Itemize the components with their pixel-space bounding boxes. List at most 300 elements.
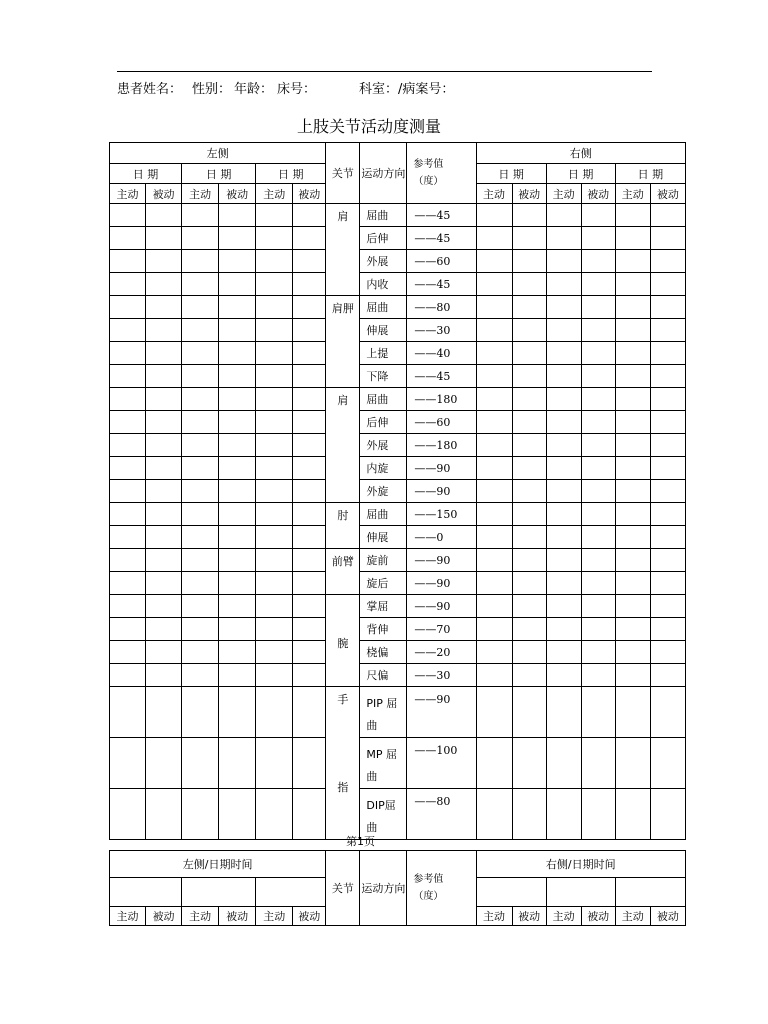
left-measure-cell[interactable] [182,549,219,572]
right-measure-cell[interactable] [581,319,615,342]
left-measure-cell[interactable] [293,789,326,840]
right-measure-cell[interactable] [512,480,546,503]
left-measure-cell[interactable] [256,687,293,738]
col-active: 主动 [110,907,146,926]
left-measure-cell[interactable] [219,457,256,480]
left-measure-cell[interactable] [110,789,146,840]
left-measure-cell[interactable] [293,342,326,365]
right-measure-cell[interactable] [615,273,650,296]
left-measure-cell[interactable] [256,457,293,480]
left-measure-cell[interactable] [182,273,219,296]
left-measure-cell[interactable] [256,480,293,503]
right-measure-cell[interactable] [581,480,615,503]
right-measure-cell[interactable] [546,434,581,457]
right-measure-cell[interactable] [512,319,546,342]
left-measure-cell[interactable] [293,273,326,296]
left-measure-cell[interactable] [146,738,182,789]
left-measure-cell[interactable] [293,227,326,250]
left-measure-cell[interactable] [146,411,182,434]
left-measure-cell[interactable] [293,388,326,411]
right-measure-cell[interactable] [615,549,650,572]
left-measure-cell[interactable] [219,572,256,595]
left-measure-cell[interactable] [293,526,326,549]
right-measure-cell[interactable] [546,687,581,738]
left-measure-cell[interactable] [256,342,293,365]
left-measure-cell[interactable] [219,595,256,618]
left-measure-cell[interactable] [219,204,256,227]
left-measure-cell[interactable] [146,503,182,526]
left-measure-cell[interactable] [256,365,293,388]
right-measure-cell[interactable] [546,411,581,434]
right-measure-cell[interactable] [512,687,546,738]
right-measure-cell[interactable] [512,388,546,411]
left-measure-cell[interactable] [182,365,219,388]
right-measure-cell[interactable] [615,687,650,738]
right-measure-cell[interactable] [650,365,685,388]
reference-value-cell: ——60 [407,250,476,273]
left-measure-cell[interactable] [219,738,256,789]
left-measure-cell[interactable] [256,664,293,687]
left-measure-cell[interactable] [256,250,293,273]
right-measure-cell[interactable] [581,457,615,480]
right-measure-cell[interactable] [650,296,685,319]
left-measure-cell[interactable] [256,319,293,342]
right-measure-cell[interactable] [650,250,685,273]
right-measure-cell[interactable] [476,595,512,618]
right-measure-cell[interactable] [476,549,512,572]
right-measure-cell[interactable] [650,319,685,342]
right-measure-cell[interactable] [476,250,512,273]
left-measure-cell[interactable] [182,411,219,434]
left-measure-cell[interactable] [219,641,256,664]
left-measure-cell[interactable] [293,641,326,664]
col-active: 主动 [110,184,146,204]
left-measure-cell[interactable] [293,738,326,789]
right-measure-cell[interactable] [512,789,546,840]
left-measure-cell[interactable] [146,342,182,365]
left-measure-cell[interactable] [182,641,219,664]
left-measure-cell[interactable] [256,388,293,411]
left-measure-cell[interactable] [219,789,256,840]
left-measure-cell[interactable] [256,572,293,595]
left-measure-cell[interactable] [219,296,256,319]
right-measure-cell[interactable] [476,503,512,526]
right-measure-cell[interactable] [650,664,685,687]
left-measure-cell[interactable] [110,434,146,457]
right-measure-cell[interactable] [650,434,685,457]
right-measure-cell[interactable] [615,388,650,411]
left-measure-cell[interactable] [293,572,326,595]
left-measure-cell[interactable] [110,526,146,549]
left-date-header: 日 期 [110,164,182,184]
left-measure-cell[interactable] [146,595,182,618]
left-measure-cell[interactable] [219,250,256,273]
left-measure-cell[interactable] [182,319,219,342]
left-measure-cell[interactable] [182,434,219,457]
left-measure-cell[interactable] [219,434,256,457]
right-measure-cell[interactable] [546,595,581,618]
left-date-header: 日 期 [182,164,256,184]
right-measure-cell[interactable] [512,664,546,687]
right-measure-cell[interactable] [476,789,512,840]
motion-cell: 外展 [360,434,407,457]
left-measure-cell[interactable] [110,388,146,411]
left-measure-cell[interactable] [110,595,146,618]
right-measure-cell[interactable] [546,503,581,526]
left-measure-cell[interactable] [110,342,146,365]
right-measure-cell[interactable] [615,457,650,480]
right-measure-cell[interactable] [476,618,512,641]
right-measure-cell[interactable] [650,503,685,526]
left-measure-cell[interactable] [110,618,146,641]
right-measure-cell[interactable] [581,526,615,549]
right-measure-cell[interactable] [581,204,615,227]
left-measure-cell[interactable] [256,789,293,840]
right-measure-cell[interactable] [476,641,512,664]
right-measure-cell[interactable] [546,273,581,296]
left-measure-cell[interactable] [146,434,182,457]
left-measure-cell[interactable] [219,342,256,365]
left-measure-cell[interactable] [219,319,256,342]
left-measure-cell[interactable] [219,480,256,503]
right-measure-cell[interactable] [476,687,512,738]
right-measure-cell[interactable] [546,388,581,411]
right-measure-cell[interactable] [615,738,650,789]
left-measure-cell[interactable] [219,618,256,641]
left-measure-cell[interactable] [110,365,146,388]
right-measure-cell[interactable] [650,273,685,296]
right-measure-cell[interactable] [581,738,615,789]
right-measure-cell[interactable] [512,342,546,365]
left-measure-cell[interactable] [146,227,182,250]
right-measure-cell[interactable] [581,342,615,365]
left-measure-cell[interactable] [182,526,219,549]
right-measure-cell[interactable] [512,572,546,595]
right-measure-cell[interactable] [546,365,581,388]
left-measure-cell[interactable] [293,434,326,457]
right-measure-cell[interactable] [650,526,685,549]
right-measure-cell[interactable] [615,434,650,457]
right-measure-cell[interactable] [650,457,685,480]
left-measure-cell[interactable] [110,411,146,434]
left-measure-cell[interactable] [293,664,326,687]
right-measure-cell[interactable] [476,273,512,296]
left-measure-cell[interactable] [110,738,146,789]
right-measure-cell[interactable] [546,227,581,250]
right-measure-cell[interactable] [512,526,546,549]
left-measure-cell[interactable] [110,480,146,503]
right-measure-cell[interactable] [512,227,546,250]
right-measure-cell[interactable] [546,296,581,319]
right-measure-cell[interactable] [581,595,615,618]
left-measure-cell[interactable] [219,227,256,250]
right-measure-cell[interactable] [581,365,615,388]
left-measure-cell[interactable] [182,204,219,227]
left-measure-cell[interactable] [182,250,219,273]
left-measure-cell[interactable] [146,319,182,342]
left-measure-cell[interactable] [256,296,293,319]
right-measure-cell[interactable] [581,250,615,273]
right-measure-cell[interactable] [650,789,685,840]
left-measure-cell[interactable] [219,365,256,388]
right-measure-cell[interactable] [650,388,685,411]
left-measure-cell[interactable] [182,296,219,319]
left-measure-cell[interactable] [219,526,256,549]
right-measure-cell[interactable] [615,480,650,503]
right-measure-cell[interactable] [546,480,581,503]
right-measure-cell[interactable] [650,227,685,250]
right-measure-cell[interactable] [650,480,685,503]
left-measure-cell[interactable] [293,411,326,434]
right-measure-cell[interactable] [546,250,581,273]
left-measure-cell[interactable] [256,227,293,250]
right-measure-cell[interactable] [650,618,685,641]
left-measure-cell[interactable] [146,789,182,840]
left-measure-cell[interactable] [182,664,219,687]
right-measure-cell[interactable] [476,227,512,250]
right-measure-cell[interactable] [476,526,512,549]
right-measure-cell[interactable] [615,526,650,549]
left-measure-cell[interactable] [219,503,256,526]
right-measure-cell[interactable] [581,572,615,595]
right-measure-cell[interactable] [615,572,650,595]
left-measure-cell[interactable] [293,250,326,273]
right-measure-cell[interactable] [476,480,512,503]
right-measure-cell[interactable] [581,273,615,296]
left-measure-cell[interactable] [182,738,219,789]
left-measure-cell[interactable] [146,250,182,273]
right-measure-cell[interactable] [615,204,650,227]
left-measure-cell[interactable] [146,549,182,572]
right-measure-cell[interactable] [512,641,546,664]
left-measure-cell[interactable] [256,549,293,572]
right-measure-cell[interactable] [581,227,615,250]
left-measure-cell[interactable] [146,618,182,641]
left-measure-cell[interactable] [219,273,256,296]
right-measure-cell[interactable] [615,641,650,664]
left-measure-cell[interactable] [110,572,146,595]
left-measure-cell[interactable] [110,319,146,342]
left-measure-cell[interactable] [182,595,219,618]
left-measure-cell[interactable] [110,296,146,319]
left-measure-cell[interactable] [182,388,219,411]
left-measure-cell[interactable] [293,595,326,618]
right-measure-cell[interactable] [581,296,615,319]
left-measure-cell[interactable] [146,204,182,227]
left-measure-cell[interactable] [256,738,293,789]
right-measure-cell[interactable] [650,549,685,572]
right-measure-cell[interactable] [581,789,615,840]
right-measure-cell[interactable] [476,319,512,342]
right-measure-cell[interactable] [476,342,512,365]
left-measure-cell[interactable] [146,480,182,503]
right-measure-cell[interactable] [615,365,650,388]
left-measure-cell[interactable] [182,480,219,503]
right-measure-cell[interactable] [650,342,685,365]
right-measure-cell[interactable] [512,273,546,296]
left-measure-cell[interactable] [293,687,326,738]
right-measure-cell[interactable] [512,503,546,526]
col-active: 主动 [256,184,293,204]
left-measure-cell[interactable] [182,618,219,641]
left-measure-cell[interactable] [219,411,256,434]
col-passive: 被动 [219,907,256,926]
right-measure-cell[interactable] [512,549,546,572]
right-measure-cell[interactable] [512,411,546,434]
right-measure-cell[interactable] [546,738,581,789]
left-measure-cell[interactable] [256,204,293,227]
left-measure-cell[interactable] [256,641,293,664]
right-measure-cell[interactable] [512,618,546,641]
right-measure-cell[interactable] [615,296,650,319]
right-measure-cell[interactable] [512,204,546,227]
right-measure-cell[interactable] [581,411,615,434]
right-measure-cell[interactable] [476,572,512,595]
left-measure-cell[interactable] [219,664,256,687]
left-measure-cell[interactable] [293,365,326,388]
right-measure-cell[interactable] [476,738,512,789]
left-measure-cell[interactable] [256,595,293,618]
left-measure-cell[interactable] [110,503,146,526]
right-measure-cell[interactable] [512,365,546,388]
right-measure-cell[interactable] [615,411,650,434]
joint-header: 关节 [326,143,360,204]
left-measure-cell[interactable] [110,641,146,664]
left-measure-cell[interactable] [256,526,293,549]
left-measure-cell[interactable] [182,227,219,250]
left-measure-cell[interactable] [256,434,293,457]
right-measure-cell[interactable] [546,319,581,342]
left-measure-cell[interactable] [146,687,182,738]
right-measure-cell[interactable] [650,641,685,664]
right-measure-cell[interactable] [615,250,650,273]
left-measure-cell[interactable] [219,549,256,572]
right-measure-cell[interactable] [546,641,581,664]
left-measure-cell[interactable] [293,319,326,342]
right-measure-cell[interactable] [615,503,650,526]
right-measure-cell[interactable] [476,411,512,434]
right-measure-cell[interactable] [615,342,650,365]
motion-cell: 外旋 [360,480,407,503]
left-measure-cell[interactable] [146,457,182,480]
left-measure-cell[interactable] [146,526,182,549]
left-measure-cell[interactable] [110,664,146,687]
right-measure-cell[interactable] [546,789,581,840]
right-measure-cell[interactable] [650,572,685,595]
right-measure-cell[interactable] [512,434,546,457]
left-measure-cell[interactable] [182,503,219,526]
right-measure-cell[interactable] [476,388,512,411]
right-measure-cell[interactable] [581,549,615,572]
left-measure-cell[interactable] [146,273,182,296]
col-active: 主动 [546,907,581,926]
right-measure-cell[interactable] [650,204,685,227]
left-measure-cell[interactable] [146,365,182,388]
left-measure-cell[interactable] [293,549,326,572]
left-measure-cell[interactable] [256,411,293,434]
right-measure-cell[interactable] [512,595,546,618]
right-measure-cell[interactable] [581,434,615,457]
right-measure-cell[interactable] [512,296,546,319]
right-measure-cell[interactable] [546,549,581,572]
right-measure-cell[interactable] [546,618,581,641]
left-measure-cell[interactable] [293,204,326,227]
right-measure-cell[interactable] [615,618,650,641]
right-measure-cell[interactable] [581,388,615,411]
right-measure-cell[interactable] [581,664,615,687]
right-measure-cell[interactable] [615,319,650,342]
right-measure-cell[interactable] [581,503,615,526]
right-measure-cell[interactable] [512,250,546,273]
motion-header: 运动方向 [360,851,407,926]
right-measure-cell[interactable] [615,227,650,250]
right-measure-cell[interactable] [581,687,615,738]
right-measure-cell[interactable] [581,618,615,641]
left-measure-cell[interactable] [293,457,326,480]
right-measure-cell[interactable] [546,457,581,480]
right-measure-cell[interactable] [546,204,581,227]
left-measure-cell[interactable] [182,342,219,365]
right-measure-cell[interactable] [476,296,512,319]
left-measure-cell[interactable] [293,618,326,641]
left-measure-cell[interactable] [219,388,256,411]
right-measure-cell[interactable] [650,411,685,434]
right-measure-cell[interactable] [546,342,581,365]
right-measure-cell[interactable] [581,641,615,664]
left-measure-cell[interactable] [110,227,146,250]
left-measure-cell[interactable] [219,687,256,738]
left-measure-cell[interactable] [146,296,182,319]
left-measure-cell[interactable] [256,503,293,526]
left-measure-cell[interactable] [110,457,146,480]
left-measure-cell[interactable] [110,204,146,227]
right-measure-cell[interactable] [615,595,650,618]
left-measure-cell[interactable] [182,789,219,840]
right-measure-cell[interactable] [512,457,546,480]
left-measure-cell[interactable] [110,549,146,572]
left-measure-cell[interactable] [182,457,219,480]
left-measure-cell[interactable] [182,572,219,595]
left-measure-cell[interactable] [256,618,293,641]
right-measure-cell[interactable] [512,738,546,789]
left-measure-cell[interactable] [110,273,146,296]
right-measure-cell[interactable] [476,457,512,480]
right-measure-cell[interactable] [546,526,581,549]
right-measure-cell[interactable] [546,664,581,687]
right-measure-cell[interactable] [476,365,512,388]
right-measure-cell[interactable] [476,434,512,457]
right-measure-cell[interactable] [476,204,512,227]
left-measure-cell[interactable] [146,572,182,595]
left-measure-cell[interactable] [256,273,293,296]
left-measure-cell[interactable] [146,664,182,687]
right-measure-cell[interactable] [615,789,650,840]
left-measure-cell[interactable] [146,388,182,411]
right-measure-cell[interactable] [650,595,685,618]
right-measure-cell[interactable] [546,572,581,595]
left-measure-cell[interactable] [146,641,182,664]
left-measure-cell[interactable] [110,250,146,273]
left-measure-cell[interactable] [110,687,146,738]
left-measure-cell[interactable] [293,296,326,319]
right-measure-cell[interactable] [615,664,650,687]
right-measure-cell[interactable] [650,687,685,738]
left-measure-cell[interactable] [182,687,219,738]
left-measure-cell[interactable] [293,503,326,526]
left-measure-cell[interactable] [293,480,326,503]
right-measure-cell[interactable] [650,738,685,789]
right-measure-cell[interactable] [476,664,512,687]
